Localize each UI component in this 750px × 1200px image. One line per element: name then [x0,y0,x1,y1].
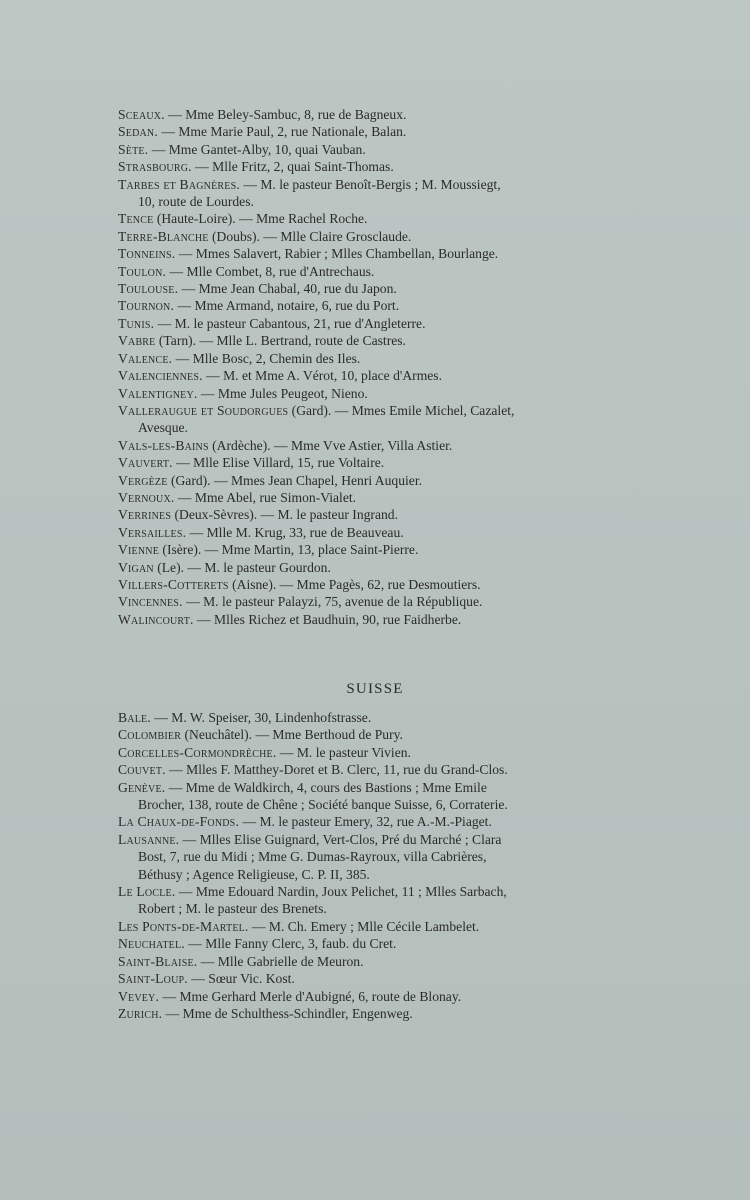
entry-place: Vauvert. [118,455,173,471]
entry [118,541,654,558]
entry-text: — Mlle Elise Villard, 15, rue Voltaire. [172,455,385,471]
entry-text: — M. le pasteur Palayzi, 75, avenue de la République. [182,594,483,610]
entry [118,385,654,402]
entry-text: — Mme Abel, rue Simon-Vialet. [174,489,357,505]
entry-place: Lausanne. [118,831,180,847]
entry [118,106,654,123]
entry [118,280,654,297]
entry [118,210,654,227]
entry [118,350,654,367]
entry [118,402,654,437]
entry-place: Valleraugue et Soudorgues [118,402,289,418]
entry [118,559,654,576]
france-list [118,106,654,628]
entry [118,744,654,761]
entry [118,726,654,743]
entry [118,524,654,541]
entry-text: — Mme Edouard Nardin, Joux Pelichet, 11 ; Mlles Sarbach, [175,884,507,900]
entry-text: — Sœur Vic. Kost. [187,971,295,987]
entry-place: Zurich. [118,1005,163,1021]
entry-text: — Mme Jules Peugeot, Nieno. [197,385,368,401]
entry-text: (Gard). — Mmes Jean Chapel, Henri Auquier. [167,472,422,488]
entry-place: Strasbourg. [118,159,192,175]
entry-place: Tence [118,211,154,227]
entry [118,953,654,970]
entry-place: Tonneins. [118,246,176,262]
entry-place: Toulon. [118,263,167,279]
entry-text: (Aisne). — Mme Pagès, 62, rue Desmoutiers. [228,576,481,592]
entry-place: Villers-Cotterets [118,576,229,592]
entry [118,315,654,332]
entry-text: — M. le pasteur Vivien. [276,744,411,760]
entry-place: Tournon. [118,298,175,314]
entry-place: Vincennes. [118,594,183,610]
entry-text: (Haute-Loire). — Mme Rachel Roche. [153,211,368,227]
entry-text: — M. le pasteur Cabantous, 21, rue d'Angleterre. [154,315,426,331]
entry [118,263,654,280]
entry-place: Sète. [118,141,149,157]
entry [118,918,654,935]
entry [118,489,654,506]
entry-place: Vigan [118,559,154,575]
entry [118,593,654,610]
entry-place: Genève. [118,779,166,795]
entry-text: (Doubs). — Mlle Claire Grosclaude. [208,228,412,244]
suisse-list [118,709,654,1022]
entry [118,988,654,1005]
entry-place: Walincourt. [118,611,194,627]
entry-text: — Mlle Fritz, 2, quai Saint-Thomas. [191,159,394,175]
entry-text: (Neuchâtel). — Mme Berthoud de Pury. [181,727,403,743]
entry-text: — Mme Armand, notaire, 6, rue du Port. [174,298,400,314]
entry-place: Vabre [118,333,156,349]
entry-text: — Mmes Salavert, Rabier ; Mlles Chambellan, Bourlange. [175,246,499,262]
entry-text: — Mme de Schulthess-Schindler, Engenweg. [162,1005,413,1021]
entry-place: Tunis. [118,315,155,331]
entry [118,228,654,245]
entry-text: — Mme Gantet-Alby, 10, quai Vauban. [148,141,366,157]
entry-text: — Mme de Waldkirch, 4, cours des Bastions ; Mme Emile [165,779,487,795]
entry-place: Bale. [118,710,151,725]
entry-text: — Mlles Richez et Baudhuin, 90, rue Faidherbe. [193,611,462,627]
entry [118,367,654,384]
entry [118,813,654,830]
entry [118,761,654,778]
entry-text: — Mme Beley-Sambuc, 8, rue de Bagneux. [164,107,407,122]
entry-text: — Mlle M. Krug, 33, rue de Beauveau. [186,524,404,540]
entry-text: — Mlle Gabrielle de Meuron. [197,953,364,969]
entry-place: Saint-Blaise. [118,953,198,969]
entry-text: — Mme Gerhard Merle d'Aubigné, 6, route de Blonay. [159,988,462,1004]
entry-place: Toulouse. [118,281,179,297]
entry-text: — Mlle Bosc, 2, Chemin des Iles. [172,350,361,366]
entry-place: Vergèze [118,472,168,488]
entry [118,883,654,918]
entry-continuation: Bost, 7, rue du Midi ; Mme G. Dumas-Rayroux, villa Cabrières, [138,849,487,865]
entry [118,141,654,158]
entry [118,1005,654,1022]
entry-place: Vevey. [118,988,160,1004]
entry-place: Couvet. [118,762,166,778]
entry-place: Saint-Loup. [118,971,188,987]
entry-place: Sceaux. [118,107,165,122]
entry-place: Valence. [118,350,173,366]
entry-place: Vienne [118,542,160,558]
entry [118,123,654,140]
entry-continuation: Béthusy ; Agence Religieuse, C. P. II, 385. [138,866,370,882]
entry-text: (Ardèche). — Mme Vve Astier, Villa Astier. [208,437,453,453]
entry-text: — M. le pasteur Emery, 32, rue A.-M.-Piaget. [239,814,492,830]
entry-place: Valentigney. [118,385,198,401]
entry-place: Colombier [118,727,182,743]
entry [118,506,654,523]
entry-continuation: Brocher, 138, route de Chêne ; Société banque Suisse, 6, Corraterie. [138,797,508,813]
entry [118,245,654,262]
entry-text: — Mme Jean Chabal, 40, rue du Japon. [178,281,397,297]
entry-place: Tarbes et Bagnères. [118,176,240,192]
entry [118,158,654,175]
entry-text: (Isère). — Mme Martin, 13, place Saint-Pierre. [159,542,419,558]
entry-place: Les Ponts-de-Martel. [118,918,249,934]
entry [118,935,654,952]
entry [118,970,654,987]
entry-place: Neuchatel. [118,936,185,952]
entry [118,437,654,454]
entry-text: (Deux-Sèvres). — M. le pasteur Ingrand. [171,507,398,523]
entry-text: (Le). — M. le pasteur Gourdon. [153,559,331,575]
entry-place: La Chaux-de-Fonds. [118,814,240,830]
entry [118,709,654,726]
entry-text: — M. Ch. Emery ; Mlle Cécile Lambelet. [248,918,480,934]
entry-place: Vernoux. [118,489,175,505]
entry [118,831,654,883]
entry [118,472,654,489]
entry-text: (Tarn). — Mlle L. Bertrand, route de Castres. [155,333,406,349]
section-heading-suisse: SUISSE [346,681,404,697]
entry-text: — Mlle Combet, 8, rue d'Antrechaus. [166,263,375,279]
entry-text: — Mlles F. Matthey-Doret et B. Clerc, 11, rue du Grand-Clos. [165,762,508,778]
entry-continuation: 10, route de Lourdes. [138,194,254,210]
entry-place: Sedan. [118,124,158,140]
entry-text: (Gard). — Mmes Emile Michel, Cazalet, [288,402,515,418]
entry-place: Vals-les-Bains [118,437,209,453]
entry [118,611,654,628]
entry-place: Valenciennes. [118,368,203,384]
entry-text: — M. et Mme A. Vérot, 10, place d'Armes. [202,368,442,384]
entry-place: Terre-Blanche [118,228,209,244]
entry-text: — M. W. Speiser, 30, Lindenhofstrasse. [150,710,372,725]
entry-place: Corcelles-Cormondrèche. [118,744,277,760]
entry [118,176,654,211]
entry-text: — M. le pasteur Benoît-Bergis ; M. Moussiegt, [239,176,501,192]
entry [118,576,654,593]
entry [118,454,654,471]
entry-continuation: Robert ; M. le pasteur des Brenets. [138,901,327,917]
entry [118,332,654,349]
entry-text: — Mlles Elise Guignard, Vert-Clos, Pré du Marché ; Clara [179,831,502,847]
entry-text: — Mme Marie Paul, 2, rue Nationale, Balan. [157,124,407,140]
entry-continuation: Avesque. [138,420,188,436]
entry [118,297,654,314]
entry [118,779,654,814]
entry-text: — Mlle Fanny Clerc, 3, faub. du Cret. [184,936,397,952]
entry-place: Verrines [118,507,172,523]
entry-place: Versailles. [118,524,187,540]
entry-place: Le Locle. [118,884,176,900]
